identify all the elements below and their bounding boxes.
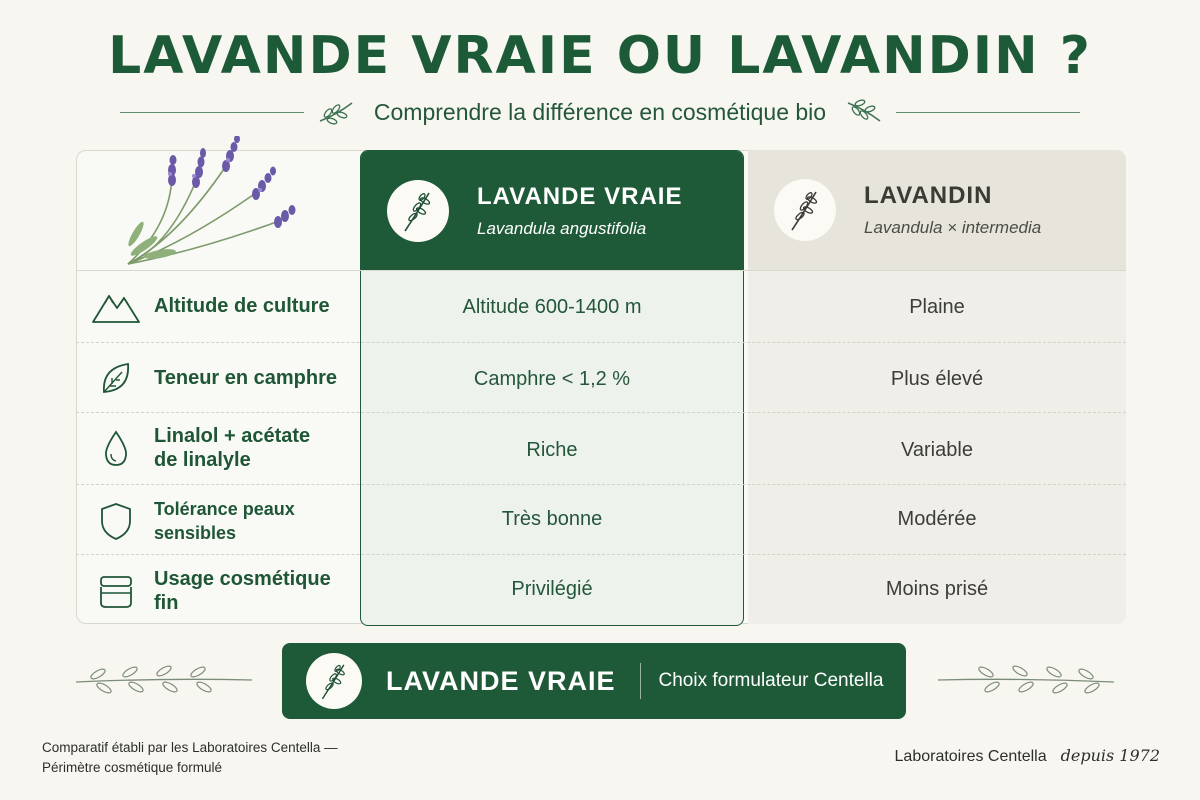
- page-title: LAVANDE VRAIE OU LAVANDIN ?: [108, 26, 1092, 86]
- row-divider: [76, 270, 1126, 271]
- divider-line: [120, 112, 304, 113]
- sprig-icon: [316, 97, 356, 127]
- cell-true-camphor: Camphre < 1,2 %: [473, 368, 631, 390]
- vine-ornament-left: [74, 660, 254, 700]
- vine-ornament-right: [936, 660, 1116, 700]
- drop-icon: [90, 426, 142, 470]
- row-divider: [76, 554, 1126, 555]
- footer-note: Comparatif établi par les Laboratoires Centella — Périmètre cosmétique formulé: [42, 740, 338, 775]
- subtitle-row: [120, 92, 1080, 132]
- row-label-camphor: Teneur en camphre: [90, 356, 355, 400]
- mountain-icon: [90, 284, 142, 328]
- true-lavender-header: [361, 151, 743, 271]
- cell-lavandin-camphor: Plus élevé: [890, 368, 984, 390]
- banner-separator: [640, 663, 641, 699]
- brand-name: Laboratoires Centella: [894, 748, 1047, 765]
- row-label-altitude: Altitude de culture: [90, 284, 355, 328]
- lavandin-name: LAVANDIN: [864, 182, 993, 209]
- cell-true-linalool: Riche: [526, 439, 578, 461]
- lavender-sprig-icon: [306, 653, 362, 709]
- cell-lavandin-usage: Moins prisé: [885, 578, 989, 600]
- lavender-illustration: [110, 136, 310, 272]
- brand-since: depuis 1972: [1060, 746, 1160, 765]
- lavandin-latin: Lavandula × intermedia: [864, 218, 1042, 237]
- cell-true-usage: Privilégié: [511, 578, 593, 600]
- row-divider: [76, 484, 1126, 485]
- subtitle: Comprendre la différence en cosmétique bio: [373, 98, 827, 125]
- row-label-linalool: Linalol + acétate de linalyle: [90, 424, 355, 472]
- true-lavender-name: LAVANDE VRAIE: [477, 183, 683, 210]
- cell-true-tolerance: Très bonne: [501, 508, 603, 530]
- row-label-usage: Usage cosmétique fin: [90, 567, 355, 615]
- jar-icon: [90, 569, 142, 613]
- leaf-icon: [90, 356, 142, 400]
- cell-lavandin-tolerance: Modérée: [897, 508, 977, 530]
- sprig-icon: [844, 97, 884, 127]
- true-lavender-latin: Lavandula angustifolia: [477, 219, 647, 238]
- lavender-sprig-icon: [387, 180, 449, 242]
- banner-title: LAVANDE VRAIE: [386, 665, 616, 696]
- shield-icon: [90, 499, 142, 543]
- footer-brand: [895, 746, 1160, 766]
- row-label-tolerance: Tolérance peaux sensibles: [90, 497, 355, 545]
- banner-subtitle: Choix formulateur Centella: [658, 670, 884, 691]
- recommendation-banner: [282, 643, 906, 719]
- row-divider: [76, 412, 1126, 413]
- lavender-sprig-icon: [774, 179, 836, 241]
- cell-lavandin-linalool: Variable: [901, 439, 973, 461]
- cell-true-altitude: Altitude 600-1400 m: [462, 296, 642, 318]
- divider-line: [896, 112, 1080, 113]
- lavandin-header: [748, 150, 1126, 270]
- row-divider: [76, 342, 1126, 343]
- cell-lavandin-altitude: Plaine: [909, 296, 965, 318]
